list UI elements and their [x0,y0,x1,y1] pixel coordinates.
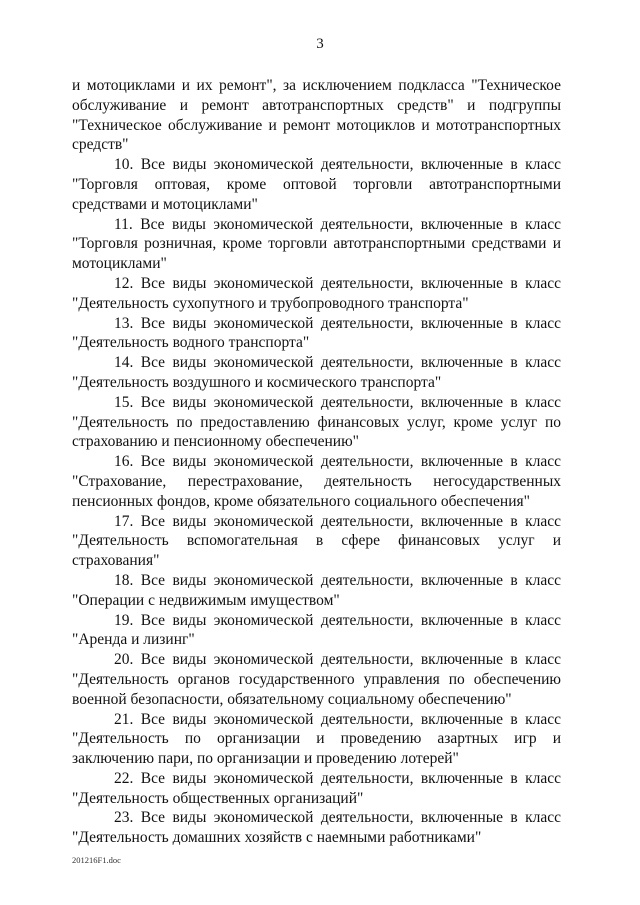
list-item-12: 12. Все виды экономической деятельности, включенные в класс "Деятельность сухопутного и трубопроводного транспорта" [72,274,561,312]
document-file-code: 201216F1.doc [72,855,121,865]
list-item-14: 14. Все виды экономической деятельности, включенные в класс "Деятельность воздушного и космического транспорта" [72,354,561,391]
page-number: 3 [316,36,324,52]
list-item-20: 20. Все виды экономической деятельности, включенные в класс "Деятельность органов государственного управления по обеспечению военной безопасности, обязательному социальному обеспечению" [72,651,561,708]
paragraph-continuation: и мотоциклами и их ремонт", за исключением подкласса "Техническое обслуживание и ремонт автотранспортных средств" и подгруппы "Техническое обслуживание и ремонт мотоциклов и мототранспортных средств" [72,77,561,154]
list-item-17: 17. Все виды экономической деятельности, включенные в класс "Деятельность вспомогательная в сфере финансовых услуг и страхования" [72,512,561,570]
list-item-16: 16. Все виды экономической деятельности, включенные в класс "Страхование, перестрахование, деятельность негосударственных пенсионных фондов, кроме обязательного социального обеспечения" [72,453,561,510]
list-item-13: 13. Все виды экономической деятельности, включенные в класс "Деятельность водного транспорта" [72,314,561,352]
list-item-19: 19. Все виды экономической деятельности, включенные в класс "Аренда и лизинг" [72,611,561,649]
document-body [72,76,561,848]
list-item-11: 11. Все виды экономической деятельности, включенные в класс "Торговля розничная, кроме торговли автотранспортными средствами и мотоциклами" [72,215,561,273]
list-item-10: 10. Все виды экономической деятельности, включенные в класс "Торговля оптовая, кроме оптовой торговли автотранспортными средствами и мотоциклами" [72,156,561,213]
list-item-22: 22. Все виды экономической деятельности, включенные в класс "Деятельность общественных организаций" [72,769,561,807]
list-item-23: 23. Все виды экономической деятельности, включенные в класс "Деятельность домашних хозяйств с наемными работниками" [72,809,561,847]
list-item-21: 21. Все виды экономической деятельности, включенные в класс "Деятельность по организации и проведению азартных игр и заключению пари, по организации и проведению лотерей" [72,710,561,768]
list-item-18: 18. Все виды экономической деятельности, включенные в класс "Операции с недвижимым имуществом" [72,571,561,609]
list-item-15: 15. Все виды экономической деятельности, включенные в класс "Деятельность по предоставлению финансовых услуг, кроме услуг по страхованию и пенсионному обеспечению" [72,393,561,451]
